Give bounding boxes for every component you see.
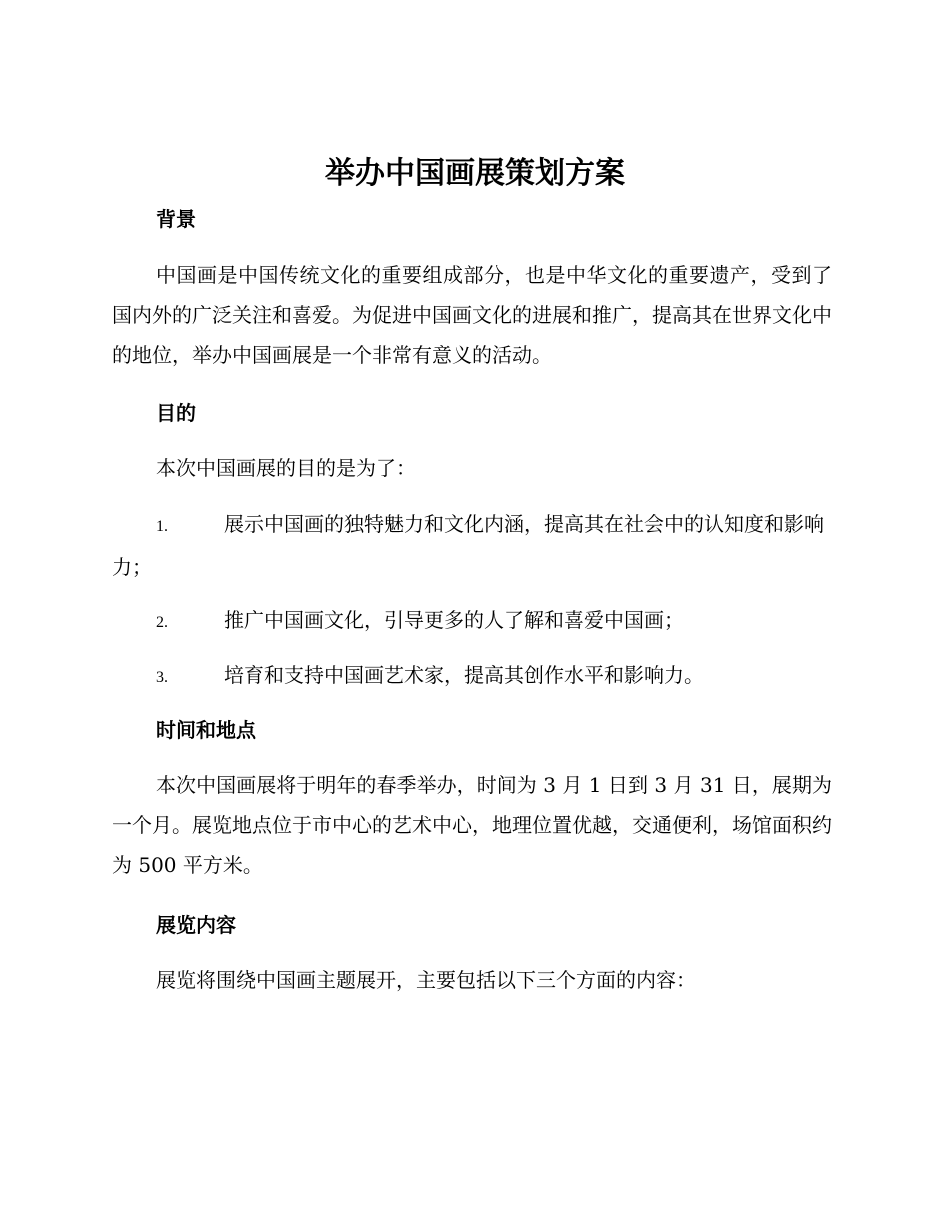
list-item-text: 展示中国画的独特魅力和文化内涵，提高其在社会中的认知度和影响力； xyxy=(112,512,824,579)
section-heading-background: 背景 xyxy=(156,207,196,231)
section-heading-purpose: 目的 xyxy=(156,401,196,425)
purpose-list-item xyxy=(112,504,832,587)
list-item-text: 推广中国画文化，引导更多的人了解和喜爱中国画； xyxy=(224,608,684,632)
list-item-number: 1. xyxy=(156,518,168,535)
purpose-list-item xyxy=(112,655,832,698)
list-item-number: 3. xyxy=(156,669,168,686)
list-item-text: 培育和支持中国画艺术家，提高其创作水平和影响力。 xyxy=(224,663,704,687)
time-place-paragraph: 本次中国画展将于明年的春季举办，时间为 3 月 1 日到 3 月 31 日，展期为一个月。展览地点位于市中心的艺术中心，地理位置优越，交通便利，场馆面积约为 500 平方米。 xyxy=(112,773,832,877)
purpose-list-item xyxy=(112,600,832,643)
section-heading-exhibition-content: 展览内容 xyxy=(156,913,236,937)
section-heading-time-place: 时间和地点 xyxy=(156,718,256,742)
exhibition-content-paragraph: 展览将围绕中国画主题展开，主要包括以下三个方面的内容： xyxy=(156,968,696,992)
background-paragraph: 中国画是中国传统文化的重要组成部分，也是中华文化的重要遗产，受到了国内外的广泛关注和喜爱。为促进中国画文化的进展和推广，提高其在世界文化中的地位，举办中国画展是一个非常有意义的活动。 xyxy=(112,263,832,367)
purpose-intro-paragraph: 本次中国画展的目的是为了： xyxy=(156,456,416,480)
list-item-number: 2. xyxy=(156,614,168,631)
document-title: 举办中国画展策划方案 xyxy=(325,156,625,191)
